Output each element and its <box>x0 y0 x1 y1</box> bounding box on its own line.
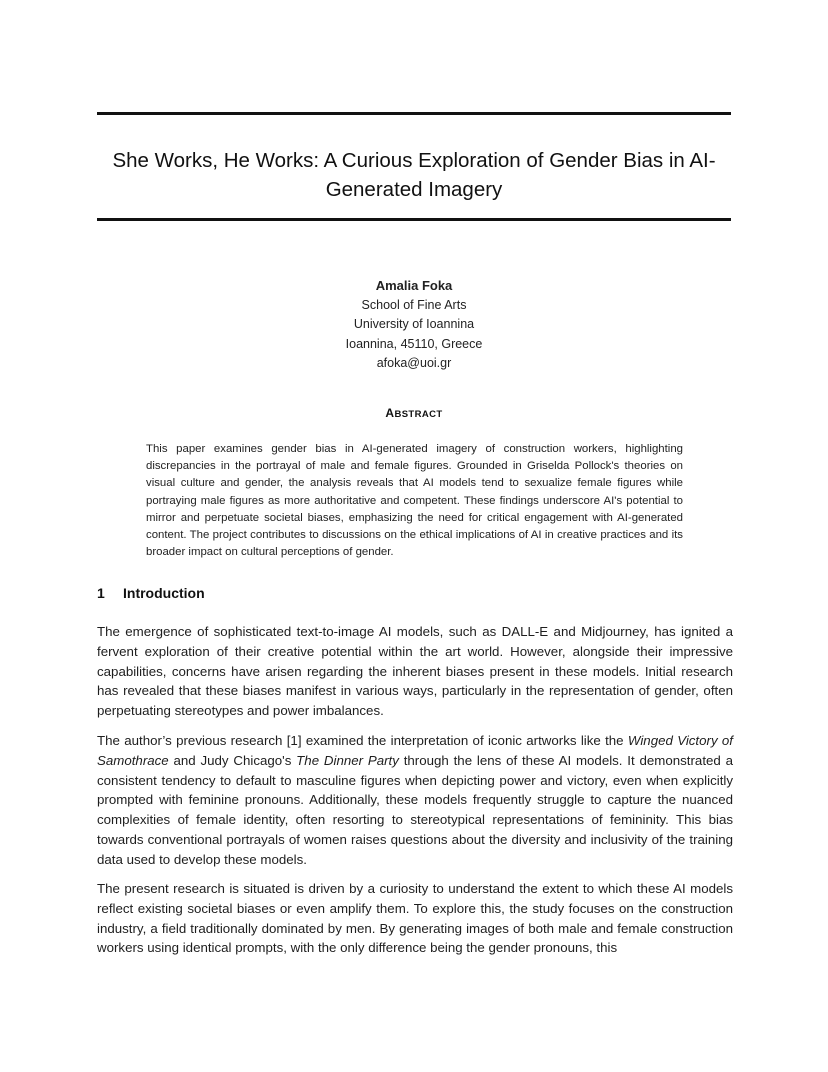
section-title: Introduction <box>123 585 205 601</box>
paper-title: She Works, He Works: A Curious Exploration of Gender Bias in AI-Generated Imagery <box>112 149 716 201</box>
section-number: 1 <box>97 585 105 601</box>
title-top-rule <box>97 112 731 115</box>
abstract-text: This paper examines gender bias in AI-generated imagery of construction workers, highlighting discrepancies in the portrayal of male and female figures. Grounded in Griselda Pollock's theories on visual culture and gender, the analysis reveals that AI models tend to sexualize female figures while portraying male figures as more authoritative and competent. These findings underscore AI's potential to mirror and perpetuate societal biases, emphasizing the need for critical engagement with AI-generated content. The project contributes to discussions on the ethical implications of AI in creative practices and its broader impact on cultural perceptions of gender. <box>146 443 683 559</box>
paragraph-2-text-a: The author’s previous research [1] examined the interpretation of iconic artworks like the <box>97 733 628 748</box>
abstract-heading-initial: A <box>385 406 395 420</box>
author-address: Ioannina, 45110, Greece <box>345 336 483 351</box>
paragraph-2 <box>97 731 733 870</box>
author-block <box>214 276 614 374</box>
abstract-heading <box>214 406 614 420</box>
author-email: afoka@uoi.gr <box>376 356 452 370</box>
author-name: Amalia Foka <box>375 278 453 293</box>
paragraph-2-text-c: through the lens of these AI models. It demonstrated a consistent tendency to default to masculine figures when depicting power and victory, even when explicitly prompted with feminine pronouns. Additionally, these models frequently struggle to capture the nuanced complexities of female identity, often resorting to stereotypical representations of femininity. This bias towards conventional portrayals of women raises questions about the diversity and inclusivity of the training data used to develop these models. <box>97 752 734 867</box>
paragraph-2-artwork-1: Winged Victory of Samothrace <box>97 733 733 768</box>
paragraph-2-artwork-2: The Dinner Party <box>296 752 399 768</box>
title-bottom-rule <box>97 218 731 221</box>
author-affiliation-school: School of Fine Arts <box>361 297 467 312</box>
abstract-heading-rest: BSTRACT <box>394 409 443 420</box>
paragraph-3: The present research is situated is driven by a curiosity to understand the extent to which these AI models reflect existing societal biases or even amplify them. To explore this, the study focuses on the construction industry, a field traditionally dominated by men. By generating images of both male and female construction workers using identical prompts, with the only difference being the gender pronouns, this <box>97 881 733 956</box>
author-affiliation-university: University of Ioannina <box>353 317 475 331</box>
paragraph-1: The emergence of sophisticated text-to-image AI models, such as DALL-E and Midjourney, has ignited a fervent exploration of their creative potential within the art world. However, alongside their impressive capabilities, concerns have arisen regarding the inherent biases present in these models. Initial research has revealed that these biases manifest in various ways, particularly in the representation of gender, often perpetuating stereotypes and power imbalances. <box>97 624 733 719</box>
paragraph-2-text-b: and Judy Chicago's <box>168 752 297 768</box>
section-heading <box>97 585 731 601</box>
